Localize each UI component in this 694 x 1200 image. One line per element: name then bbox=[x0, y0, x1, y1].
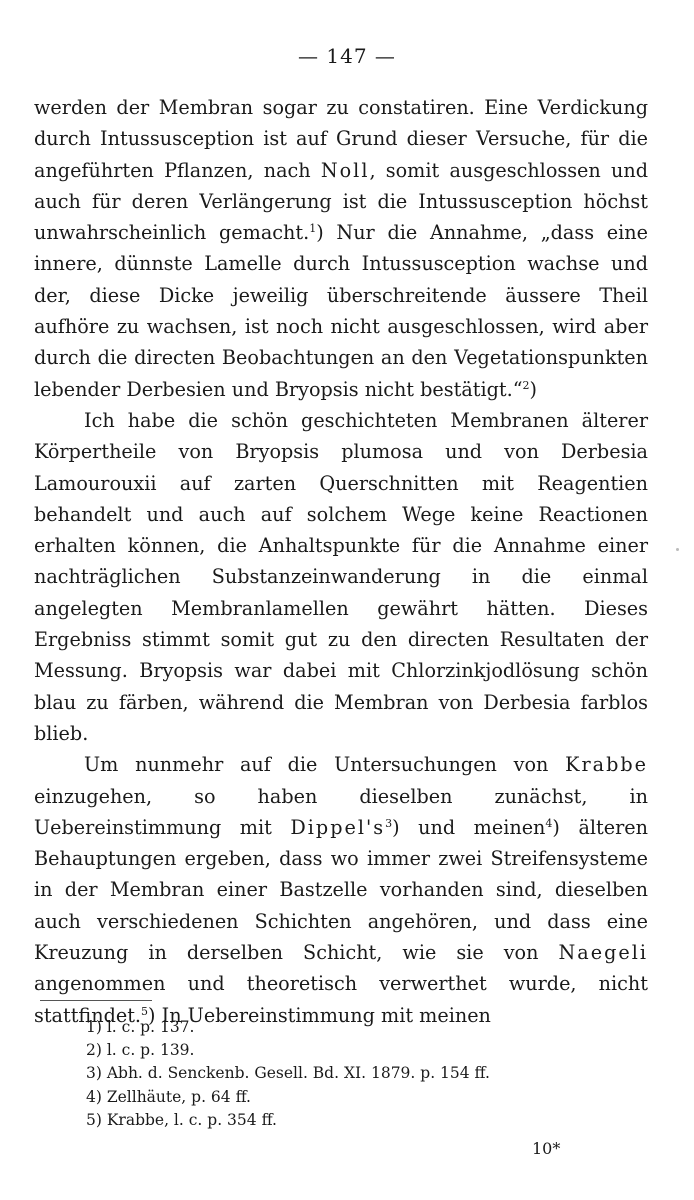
footnote: 3) Abh. d. Senckenb. Gesell. Bd. XI. 1879. p. 154 ff. bbox=[86, 1064, 490, 1083]
paragraph-3 bbox=[34, 749, 648, 1031]
text-run: , somit ausgeschlossen und auch für deren Verlängerung ist die Intussusception höchst unwahrscheinlich gemacht. bbox=[34, 158, 648, 245]
footnote-ref-5: 5 bbox=[141, 1004, 149, 1018]
text-run: ) In Uebereinstimmung mit meinen bbox=[148, 1003, 491, 1027]
paragraph-1 bbox=[34, 92, 648, 405]
printer-signature: 10* bbox=[532, 1139, 561, 1158]
text-run: werden der Membran sogar zu constatiren. Eine Verdickung durch Intussusception ist auf Grund dieser Versuche, für die angeführten Pflanzen, nach bbox=[34, 96, 648, 182]
paragraph-2: Ich habe die schön geschichteten Membranen älterer Körpertheile von Bryopsis plumosa und von Derbesia Lamourouxii auf zarten Querschnitten mit Reagentien behandelt und auch auf solchem Wege keine Reactionen erhalten können, die Anhaltspunkte für die Annahme einer nachträglichen Substanzeinwanderung in die einmal angelegten Membranlamellen gewährt hätten. Dieses Ergebniss stimmt somit gut zu den directen Resultaten der Messung. Bryopsis war dabei mit Chlorzinkjodlösung schön blau zu färben, während die Membran von Derbesia farblos blieb. bbox=[34, 408, 648, 745]
footnote-ref-1: 1 bbox=[309, 222, 317, 236]
footnote: 4) Zellhäute, p. 64 ff. bbox=[86, 1087, 251, 1106]
main-text bbox=[34, 92, 648, 1031]
footnote-divider bbox=[40, 1000, 152, 1001]
footnote: 1) l. c. p. 137. bbox=[86, 1018, 195, 1036]
author-name-noll: Noll bbox=[320, 158, 370, 182]
author-name-naegeli: Naegeli bbox=[558, 941, 648, 965]
footnote-ref-2: 2 bbox=[522, 378, 530, 392]
text-run: ) und meinen bbox=[392, 815, 546, 839]
footnote: 2) l. c. p. 139. bbox=[86, 1041, 195, 1060]
text-run: ) Nur die Annahme, „dass eine innere, dünnste Lamelle durch Intussusception wachse und der, diese Dicke jeweilig überschreitende äussere Theil aufhöre zu wachsen, ist noch nicht ausgeschlossen, wird aber durch die directen Beobachtungen an den Vegetationspunkten lebender Derbesien und Bryopsis nicht bestätigt.“ bbox=[34, 221, 648, 401]
text-run: einzugehen, so haben dieselben zunächst, in Uebereinstimmung mit bbox=[34, 784, 648, 839]
text-run: Um nunmehr auf die Untersuchungen von bbox=[84, 753, 566, 777]
footnote-ref-4: 4 bbox=[545, 816, 553, 830]
text-run: angenommen und theoretisch verwerthet wurde, nicht stattfindet. bbox=[34, 972, 648, 1027]
footnote: 5) Krabbe, l. c. p. 354 ff. bbox=[86, 1110, 277, 1129]
author-name-dippel: Dippel's bbox=[290, 815, 386, 839]
author-name-krabbe: Krabbe bbox=[565, 753, 648, 777]
text-run: ) bbox=[529, 377, 538, 401]
footnotes bbox=[86, 1016, 626, 1132]
text-run: ) älteren Behauptungen ergeben, dass wo immer zwei Streifensysteme in der Membran einer Bastzelle vorhanden sind, dieselben auch verschiedenen Schichten angehören, und dass eine Kreuzung in derselben Schicht, wie sie von bbox=[34, 815, 648, 965]
scan-speck bbox=[676, 548, 679, 551]
footnote-ref-3: 3 bbox=[385, 816, 393, 830]
page-number: — 147 — bbox=[298, 44, 396, 68]
